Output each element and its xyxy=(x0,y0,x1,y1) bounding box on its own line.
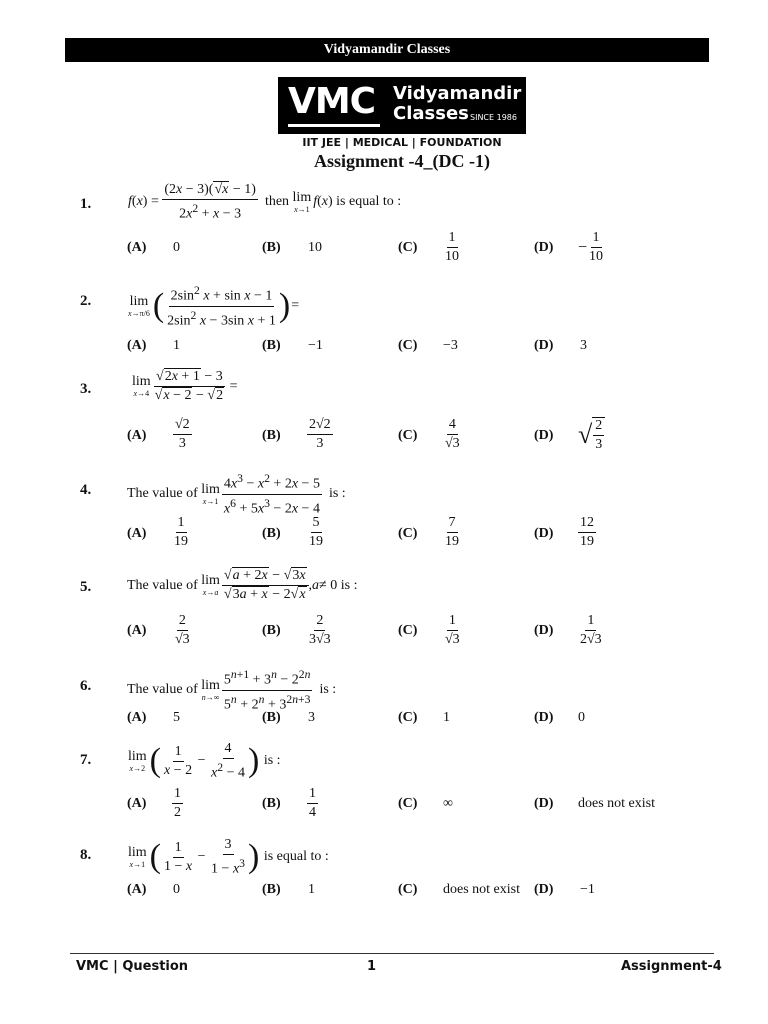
option-value: does not exist xyxy=(443,882,520,897)
question-stem: The value of lim x→a $\frac{√a + 2x - √3x}{√3a + x - 2√x}$ , a ≠ 0 is : xyxy=(127,568,358,602)
option-label: (C) xyxy=(398,623,418,638)
stem-tail: is equal to : xyxy=(336,194,402,210)
question-stem xyxy=(127,471,346,517)
option-value: ∞ xyxy=(443,796,453,811)
option-value: 0 xyxy=(578,710,585,725)
option-value: $\frac{4}{√3}$ xyxy=(445,417,460,451)
option-value: $\frac{12}{19}$ xyxy=(580,515,594,549)
option-value: does not exist xyxy=(578,796,655,811)
math-fraction: $\frac{3}{1 - x^3}$ xyxy=(211,837,245,877)
option-label: (A) xyxy=(127,710,147,725)
math-fraction: $\frac{2\sin^2 x + \sin x - 1}{2\sin^2 x - 3\sin x + 1}$ xyxy=(167,284,276,329)
option-value: 3 xyxy=(308,710,315,725)
option-label: (A) xyxy=(127,240,147,255)
option-value: −1 xyxy=(308,338,323,353)
stem-lead: The value of xyxy=(127,577,198,593)
option-label: (A) xyxy=(127,796,147,811)
question-stem: lim x→π/6 ( $\frac{2\sin^2 x + \sin x - 1}{2\sin^2 x - 3\sin x + 1}$ ) = xyxy=(128,284,300,329)
math-fraction: $\frac{1}{x - 2}$ xyxy=(164,743,193,778)
option-label: (B) xyxy=(262,796,281,811)
option-value: 0 xyxy=(173,240,180,255)
option-label: (A) xyxy=(127,623,147,638)
math-fraction: $\frac{1}{1 - x}$ xyxy=(164,839,193,874)
stem-tail: is : xyxy=(340,577,358,593)
question-number: 4. xyxy=(80,482,92,498)
option-label: (D) xyxy=(534,240,554,255)
option-label: (C) xyxy=(398,710,418,725)
math-fraction: $\frac{√a + 2x - √3x}{√3a + x - 2√x}$ xyxy=(222,568,309,603)
option-value: $\frac{1}{19}$ xyxy=(174,515,188,549)
page-number: 1 xyxy=(367,959,377,974)
option-label: (B) xyxy=(262,428,281,443)
footer-right: Assignment-4 xyxy=(621,959,722,974)
limit-symbol: lim x→2 xyxy=(128,748,147,773)
option-label: (B) xyxy=(262,710,281,725)
option-value: $\frac{2√2}{3}$ xyxy=(309,417,331,451)
header-title: Vidyamandir Classes xyxy=(323,42,451,57)
option-value: $\frac{2}{√3}$ xyxy=(175,613,190,647)
limit-symbol: lim x→1 xyxy=(292,189,312,214)
question-stem: f ( x ) = $\frac{(2x - 3)(√x - 1)}{2x^2 + x - 3}$ then lim x→1 f ( x ) is equal to : xyxy=(128,182,402,222)
option-value: $\frac{1}{2}$ xyxy=(174,786,181,820)
tagline: IIT JEE | MEDICAL | FOUNDATION xyxy=(302,136,502,149)
option-value: 1 xyxy=(308,882,315,897)
option-label: (C) xyxy=(398,796,418,811)
option-label: (B) xyxy=(262,882,281,897)
vmc-logo xyxy=(278,77,526,134)
option-label: (A) xyxy=(127,526,147,541)
assignment-title: Assignment -4_(DC -1) xyxy=(314,151,490,171)
math-fraction: $\frac{(2x - 3)(√x - 1)}{2x^2 + x - 3}$ xyxy=(164,182,256,222)
option-value: $\frac{1}{4}$ xyxy=(309,786,316,820)
option-value: $\frac{7}{19}$ xyxy=(445,515,459,549)
option-label: (D) xyxy=(534,428,554,443)
option-value: √ $\frac{2}{3}$ xyxy=(578,417,605,453)
footer-left: VMC | Question xyxy=(76,959,189,974)
option-value: 3 xyxy=(580,338,587,353)
limit-symbol: lim x→π/6 xyxy=(128,293,150,318)
option-value: $\frac{1}{10}$ xyxy=(445,230,459,264)
option-label: (C) xyxy=(398,240,418,255)
logo-underline xyxy=(288,124,380,127)
option-label: (A) xyxy=(127,882,147,897)
stem-tail: is : xyxy=(263,753,281,769)
footer-divider xyxy=(70,953,714,954)
option-label: (C) xyxy=(398,338,418,353)
math-fraction: $\frac{4x^3 - x^2 + 2x - 5}{x^6 + 5x^3 - 2x - 4}$ xyxy=(223,472,320,517)
math-fraction: $\frac{4}{x^2 - 4}$ xyxy=(211,741,245,781)
question-number: 7. xyxy=(80,752,92,768)
option-label: (D) xyxy=(534,710,554,725)
logo-name-line1: Vidyamandir xyxy=(393,83,522,104)
option-label: (C) xyxy=(398,882,418,897)
math-fraction: $\frac{5^{n+1} + 3^n - 2^{2n}}{5^n + 2^n + 3^{2n+3}}$ xyxy=(223,668,311,713)
option-label: (D) xyxy=(534,526,554,541)
option-label: (C) xyxy=(398,526,418,541)
option-label: (B) xyxy=(262,623,281,638)
math-fraction: $\frac{√2x + 1 - 3}{√x - 2 - √2}$ xyxy=(154,369,224,403)
option-value: 0 xyxy=(173,882,180,897)
logo-since: SINCE 1986 xyxy=(470,113,517,122)
limit-symbol: lim n→∞ xyxy=(201,677,220,702)
option-label: (D) xyxy=(534,882,554,897)
option-value: 1 xyxy=(173,338,180,353)
option-value: $\frac{2}{3√3}$ xyxy=(309,613,331,647)
option-label: (A) xyxy=(127,338,147,353)
question-number: 5. xyxy=(80,579,92,595)
option-value: −1 xyxy=(580,882,595,897)
option-value: $\frac{1}{√3}$ xyxy=(445,613,460,647)
stem-tail: is : xyxy=(328,486,346,502)
logo-mark: VMC xyxy=(288,81,376,122)
stem-tail: is : xyxy=(319,682,337,698)
question-number: 1. xyxy=(80,196,92,212)
stem-lead: The value of xyxy=(127,486,198,502)
option-label: (B) xyxy=(262,338,281,353)
question-number: 8. xyxy=(80,847,92,863)
option-value: −3 xyxy=(443,338,458,353)
option-value: 1 xyxy=(443,710,450,725)
option-label: (A) xyxy=(127,428,147,443)
option-value: 5 xyxy=(173,710,180,725)
option-value: 10 xyxy=(308,240,322,255)
question-stem xyxy=(127,667,336,713)
option-label: (D) xyxy=(534,623,554,638)
option-value: $\frac{√2}{3}$ xyxy=(175,417,190,451)
question-number: 3. xyxy=(80,381,92,397)
limit-symbol: lim x→4 xyxy=(132,374,151,398)
limit-symbol: lim x→1 xyxy=(201,481,220,506)
option-label: (B) xyxy=(262,526,281,541)
question-stem: lim x→1 ( $\frac{1}{1 - x}$ − $\frac{3}{1 - x^3}$ ) is equal to : xyxy=(128,837,329,877)
question-number: 6. xyxy=(80,678,92,694)
question-number: 2. xyxy=(80,293,92,309)
stem-then: then xyxy=(264,194,290,210)
question-stem: lim x→4 $\frac{√2x + 1 - 3}{√x - 2 - √2}$ = xyxy=(132,369,238,403)
option-label: (C) xyxy=(398,428,418,443)
option-label: (D) xyxy=(534,338,554,353)
option-value: − $\frac{1}{10}$ xyxy=(578,230,604,264)
limit-symbol: lim x→1 xyxy=(128,844,147,869)
option-label: (D) xyxy=(534,796,554,811)
stem-lead: The value of xyxy=(127,682,198,698)
option-value: $\frac{1}{2√3}$ xyxy=(580,613,602,647)
option-value: $\frac{5}{19}$ xyxy=(309,515,323,549)
header-bar xyxy=(65,38,709,62)
logo-name-line2: Classes xyxy=(393,103,469,124)
question-stem: lim x→2 ( $\frac{1}{x - 2}$ − $\frac{4}{x^2 - 4}$ ) is : xyxy=(128,741,281,781)
limit-symbol: lim x→a xyxy=(201,573,220,597)
stem-tail: is equal to : xyxy=(263,849,329,865)
option-label: (B) xyxy=(262,240,281,255)
